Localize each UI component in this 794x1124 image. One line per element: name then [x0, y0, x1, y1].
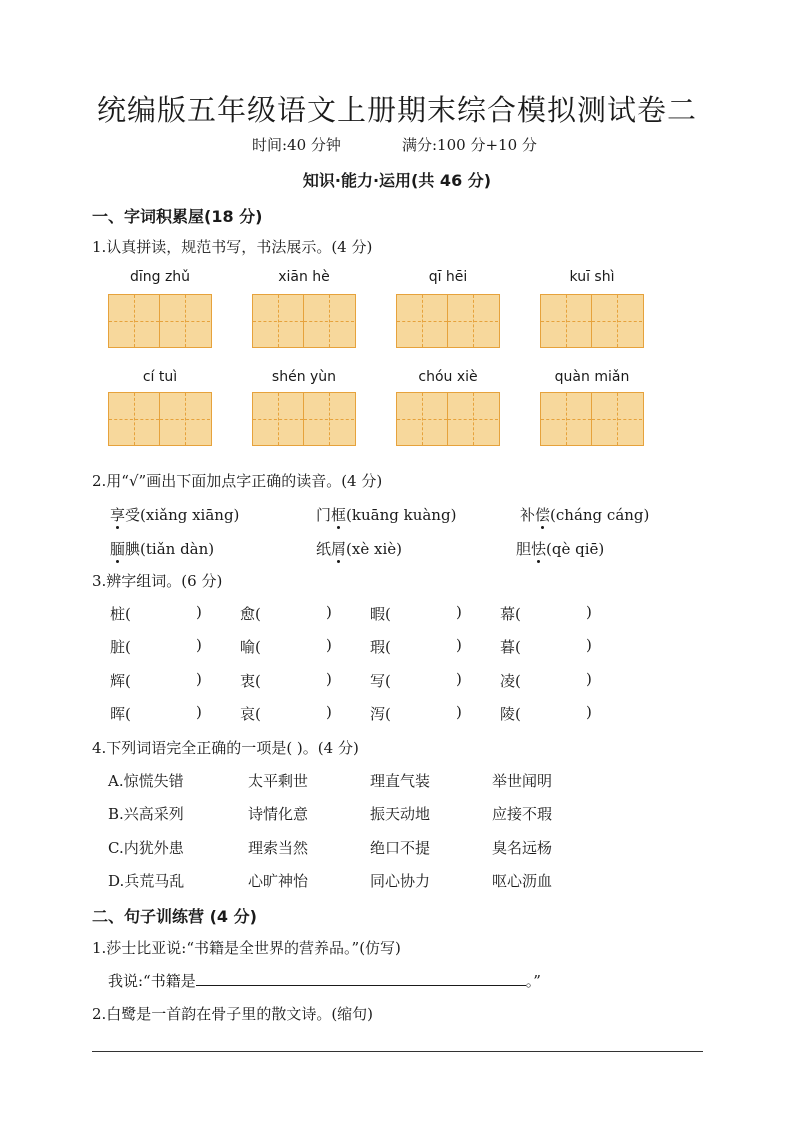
reading-choice[interactable]: 纸屑(xè xiè) — [316, 540, 402, 558]
word-blank[interactable]: 凌( — [500, 672, 521, 690]
word-blank[interactable]: 泻( — [370, 705, 391, 723]
writing-grid[interactable] — [540, 392, 644, 446]
question-3-prompt: 3.辨字组词。(6 分) — [92, 572, 223, 590]
writing-grid[interactable] — [108, 392, 212, 446]
word-blank[interactable]: 瑕( — [370, 638, 391, 656]
option-word: 绝口不提 — [370, 839, 431, 857]
answer-blank[interactable] — [196, 971, 526, 986]
question-1-prompt: 1.认真拼读，规范书写，书法展示。(4 分) — [92, 238, 373, 256]
writing-grid[interactable] — [252, 294, 356, 348]
option-word: 应接不瑕 — [492, 805, 553, 823]
close-bracket: ) — [586, 703, 592, 721]
close-bracket: ) — [196, 703, 202, 721]
pinyin-label: qī hēi — [428, 269, 468, 285]
reading-choice[interactable]: 补偿(cháng cáng) — [520, 506, 650, 524]
question-2-prompt: 2.用“√”画出下面加点字正确的读音。(4 分) — [92, 472, 383, 490]
option-word: 理直气装 — [370, 772, 431, 790]
option-word: 呕心沥血 — [492, 872, 553, 890]
option-word: 理索当然 — [248, 839, 309, 857]
exam-title: 统编版五年级语文上册期末综合模拟测试卷二 — [96, 93, 697, 127]
option-word: 举世闻明 — [492, 772, 553, 790]
close-bracket: ) — [586, 603, 592, 621]
pinyin-label: chóu xiè — [418, 369, 478, 385]
answer-suffix: 。” — [525, 972, 541, 990]
option-a[interactable]: A.惊慌失错 — [108, 772, 184, 790]
pinyin-label: cí tuì — [142, 369, 178, 385]
part-heading: 知识·能力·运用(共 46 分) — [302, 171, 492, 190]
pinyin-label: kuī shì — [569, 269, 615, 285]
time-limit: 时间:40 分钟 — [252, 136, 341, 154]
answer-prefix: 我说:“书籍是 — [108, 972, 196, 990]
reading-choice[interactable]: 腼腆(tiǎn dàn) — [110, 540, 215, 558]
word-blank[interactable]: 幕( — [500, 605, 521, 623]
close-bracket: ) — [586, 670, 592, 688]
word-blank[interactable]: 辉( — [110, 672, 131, 690]
word-blank[interactable]: 写( — [370, 672, 391, 690]
close-bracket: ) — [326, 703, 332, 721]
word-blank[interactable]: 衷( — [240, 672, 261, 690]
section-1-title: 一、字词积累屋(18 分) — [92, 207, 263, 226]
option-word: 同心协力 — [370, 872, 431, 890]
section2-question-1-prompt: 1.莎士比亚说:“书籍是全世界的营养品。”(仿写) — [92, 939, 401, 957]
close-bracket: ) — [586, 636, 592, 654]
word-blank[interactable]: 晖( — [110, 705, 131, 723]
close-bracket: ) — [196, 603, 202, 621]
word-blank[interactable]: 桩( — [110, 605, 131, 623]
reading-choice[interactable]: 享受(xiǎng xiāng) — [110, 506, 240, 524]
writing-grid[interactable] — [252, 392, 356, 446]
section-2-title: 二、句子训练营 (4 分) — [92, 907, 257, 926]
word-blank[interactable]: 喻( — [240, 638, 261, 656]
writing-grid[interactable] — [396, 294, 500, 348]
pinyin-label: xiān hè — [278, 269, 330, 285]
close-bracket: ) — [196, 670, 202, 688]
option-word: 振天动地 — [370, 805, 431, 823]
writing-grid[interactable] — [108, 294, 212, 348]
pinyin-label: quàn miǎn — [554, 369, 630, 385]
pinyin-label: dīng zhǔ — [129, 269, 191, 285]
close-bracket: ) — [456, 603, 462, 621]
word-blank[interactable]: 陵( — [500, 705, 521, 723]
reading-choice[interactable]: 门框(kuāng kuàng) — [316, 506, 457, 524]
section2-question-2-prompt: 2.白鹭是一首韵在骨子里的散文诗。(缩句) — [92, 1005, 374, 1023]
writing-grid[interactable] — [396, 392, 500, 446]
question-4-prompt: 4.下列词语完全正确的一项是( )。(4 分) — [92, 739, 359, 757]
word-blank[interactable]: 哀( — [240, 705, 261, 723]
word-blank[interactable]: 暮( — [500, 638, 521, 656]
close-bracket: ) — [456, 670, 462, 688]
option-c[interactable]: C.内犹外患 — [108, 839, 184, 857]
word-blank[interactable]: 愈( — [240, 605, 261, 623]
word-blank[interactable]: 脏( — [110, 638, 131, 656]
word-blank[interactable]: 暇( — [370, 605, 391, 623]
pinyin-label: shén yùn — [271, 369, 337, 385]
option-word: 臭名远杨 — [492, 839, 553, 857]
answer-line[interactable] — [92, 1051, 703, 1052]
close-bracket: ) — [196, 636, 202, 654]
option-word: 诗情化意 — [248, 805, 309, 823]
option-word: 心旷神怡 — [248, 872, 309, 890]
writing-grid[interactable] — [540, 294, 644, 348]
reading-choice[interactable]: 胆怯(qè qiē) — [516, 540, 605, 558]
option-d[interactable]: D.兵荒马乱 — [108, 872, 185, 890]
imitation-answer-line — [108, 970, 541, 991]
close-bracket: ) — [326, 636, 332, 654]
close-bracket: ) — [456, 703, 462, 721]
close-bracket: ) — [326, 603, 332, 621]
full-score: 满分:100 分+10 分 — [402, 136, 537, 154]
close-bracket: ) — [326, 670, 332, 688]
option-word: 太平剩世 — [248, 772, 309, 790]
option-b[interactable]: B.兴高采列 — [108, 805, 184, 823]
close-bracket: ) — [456, 636, 462, 654]
